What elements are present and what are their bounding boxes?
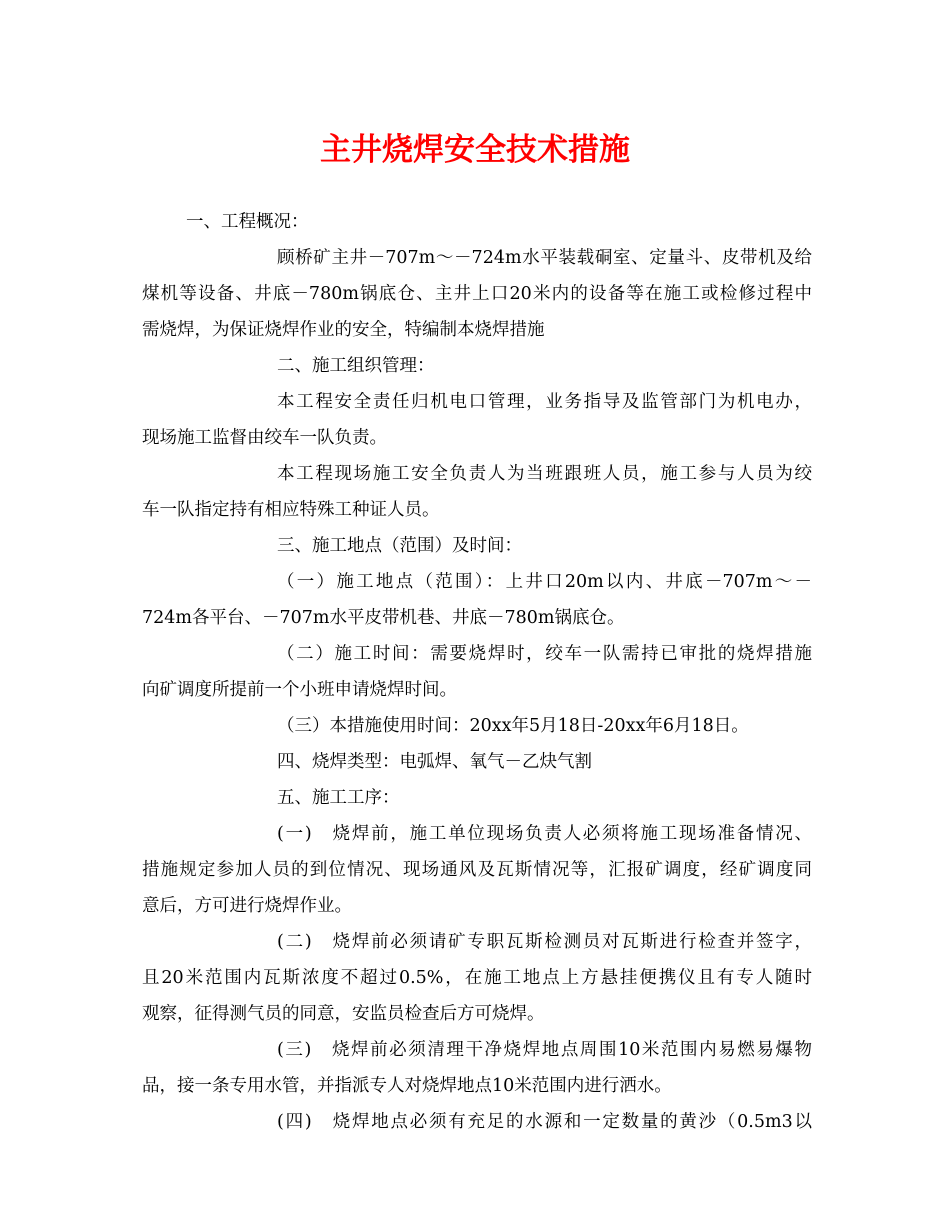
- text-line: 四、烧焊类型：电弧焊、氧气－乙炔气割: [277, 752, 592, 772]
- text-line: 现场施工监督由绞车一队负责。: [142, 428, 387, 448]
- text-line: 向矿调度所提前一个小班申请烧焊时间。: [142, 680, 457, 700]
- text-line: (二) 烧焊前必须请矿专职瓦斯检测员对瓦斯进行检查并签字，: [277, 932, 812, 952]
- text-line: 一、工程概况：: [186, 212, 309, 232]
- text-line: 五、施工工序：: [277, 788, 400, 808]
- text-line: (一) 烧焊前，施工单位现场负责人必须将施工现场准备情况、: [277, 824, 812, 844]
- text-line: 且20米范围内瓦斯浓度不超过0.5%，在施工地点上方悬挂便携仪且有专人随时: [142, 968, 812, 988]
- text-line: 观察，征得测气员的同意，安监员检查后方可烧焊。: [142, 1004, 545, 1024]
- text-line: 本工程现场施工安全负责人为当班跟班人员，施工参与人员为绞: [277, 464, 812, 484]
- text-line: 三、施工地点（范围）及时间：: [277, 536, 522, 556]
- text-line: 品，接一条专用水管，并指派专人对烧焊地点10米范围内进行洒水。: [142, 1076, 672, 1096]
- text-line: 顾桥矿主井－707m～－724m水平装载硐室、定量斗、皮带机及给: [277, 248, 812, 268]
- text-line: 措施规定参加人员的到位情况、现场通风及瓦斯情况等，汇报矿调度，经矿调度同: [142, 860, 812, 880]
- text-line: 煤机等设备、井底－780m锅底仓、主井上口20米内的设备等在施工或检修过程中: [142, 284, 812, 304]
- text-line: 二、施工组织管理：: [277, 356, 435, 376]
- text-line: 需烧焊，为保证烧焊作业的安全，特编制本烧焊措施: [142, 320, 545, 340]
- text-line: 意后，方可进行烧焊作业。: [142, 896, 352, 916]
- document-body: [142, 204, 812, 1140]
- text-line: 724m各平台、－707m水平皮带机巷、井底－780m锅底仓。: [142, 608, 625, 628]
- text-line: 车一队指定持有相应特殊工种证人员。: [142, 500, 440, 520]
- document-title: 主井烧焊安全技术措施: [320, 132, 630, 168]
- text-line: (三) 烧焊前必须清理干净烧焊地点周围10米范围内易燃易爆物: [277, 1040, 812, 1060]
- text-line: （一）施工地点（范围）：上井口20m以内、井底－707m～－: [277, 572, 812, 592]
- text-line: （二）施工时间：需要烧焊时，绞车一队需持已审批的烧焊措施: [277, 644, 812, 664]
- text-line: （三）本措施使用时间：20xx年5月18日-20xx年6月18日。: [277, 716, 749, 736]
- text-line: (四) 烧焊地点必须有充足的水源和一定数量的黄沙（0.5m3以: [277, 1112, 812, 1132]
- text-line: 本工程安全责任归机电口管理，业务指导及监管部门为机电办，: [277, 392, 812, 412]
